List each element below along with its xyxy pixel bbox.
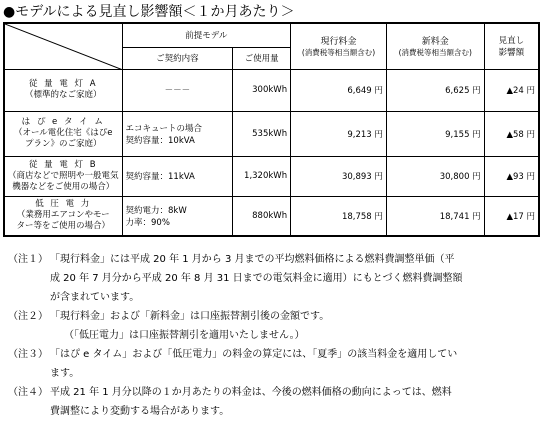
note-line: 「現行料金」および「新料金」は口座振替割引後の金額です。 (50, 311, 330, 322)
header-new-note: (消費税等相当額含む) (398, 48, 472, 58)
header-new-label: 新料金 (421, 37, 449, 48)
page-title: ●モデルによる見直し影響額＜１か月あたり＞ (3, 4, 295, 20)
header-impact-line2: 影響額 (498, 48, 525, 59)
row-contract (122, 196, 233, 236)
note-number: （注２） (8, 311, 48, 322)
row-new: 18,741 円 (386, 196, 484, 236)
row-contract: 契約容量：11kVA (122, 156, 233, 196)
row-label-title: 低 圧 電 力 (35, 199, 92, 210)
row-current: 18,758 円 (291, 196, 387, 236)
note-line: が含まれています。 (50, 292, 140, 303)
row-label-title: 従 量 電 灯 B (28, 159, 98, 170)
row-usage: 300kWh (233, 69, 291, 111)
header-impact (484, 23, 539, 69)
row-contract: －－－ (122, 69, 233, 111)
note-line: 成 20 年 7 月分から平成 20 年 8 月 31 日までの電気料金に適用）にもとづく燃料費調整額 (50, 273, 463, 284)
table-row (4, 111, 539, 156)
header-contract: ご契約内容 (122, 47, 233, 69)
note-line: 「はぴ e タイム」および「低圧電力」の料金の算定には、「夏季」の該当料金を適用してい (50, 349, 458, 360)
row-current: 9,213 円 (291, 111, 387, 156)
row-usage: 535kWh (233, 111, 291, 156)
row-impact: ▲93 円 (484, 156, 539, 196)
row-contract-line2: 力率：90% (125, 217, 170, 228)
row-current: 6,649 円 (291, 69, 387, 111)
header-current-label: 現行料金 (320, 37, 357, 48)
row-contract-line1: 契約電力：8kW (125, 205, 187, 216)
row-contract-line1: エコキュートの場合 (125, 123, 203, 134)
notes (8, 250, 528, 421)
row-label-desc: （業務用エアコンやモー (16, 210, 110, 221)
table-row (4, 196, 539, 236)
row-new: 6,625 円 (386, 69, 484, 111)
note-4 (8, 383, 528, 421)
row-label-desc: （標準的なご家庭） (25, 90, 102, 100)
row-usage: 1,320kWh (233, 156, 291, 196)
table-row (4, 156, 539, 196)
row-label-desc-cont: 機器などをご使用の場合） (12, 181, 115, 192)
header-premise: 前提モデル (122, 23, 291, 47)
row-label-desc: （商店などで照明や一般電気 (8, 170, 119, 181)
header-current (291, 23, 387, 69)
note-line: 費調整により変動する場合があります。 (50, 406, 230, 417)
note-number: （注１） (8, 254, 48, 265)
row-label-desc: （オール電化住宅《はぴe (13, 128, 113, 138)
row-contract-line2: 契約容量：10kVA (125, 135, 195, 146)
row-label (4, 111, 122, 156)
row-label-title: は ぴ e タ イ ム (21, 117, 105, 127)
impact-table (3, 22, 540, 237)
header-current-note: (消費税等相当額含む) (301, 48, 376, 58)
row-label-title: 従 量 電 灯 A (28, 79, 98, 89)
note-1 (8, 250, 528, 307)
header-new (386, 23, 484, 69)
header-usage: ご使用量 (233, 47, 291, 69)
table-row (4, 69, 539, 111)
row-new: 9,155 円 (386, 111, 484, 156)
header-impact-line1: 見直し (498, 36, 525, 47)
note-number: （注３） (8, 349, 48, 360)
row-label (4, 69, 122, 111)
note-line: 「現行料金」には平成 20 年 1 月から 3 月までの平均燃料価格による燃料費調整単価（平 (50, 254, 455, 265)
row-new: 30,800 円 (386, 156, 484, 196)
note-line: 平成 21 年 1 月分以降の１か月あたりの料金は、今後の燃料価格の動向によっては、燃料 (50, 387, 452, 398)
note-line: ます。 (50, 368, 80, 379)
row-contract (122, 111, 233, 156)
row-label-desc-cont: プラン》のご家庭） (25, 139, 102, 149)
row-impact: ▲17 円 (484, 196, 539, 236)
row-impact: ▲58 円 (484, 111, 539, 156)
row-usage: 880kWh (233, 196, 291, 236)
note-line: （「低圧電力」は口座振替割引を適用いたしません。） (64, 330, 305, 341)
corner-cell (4, 23, 122, 69)
note-2 (8, 307, 528, 345)
row-label-desc-cont: ター等をご使用の場合） (16, 221, 111, 232)
row-current: 30,893 円 (291, 156, 387, 196)
note-number: （注４） (8, 387, 48, 398)
row-label (4, 196, 122, 236)
note-3 (8, 345, 528, 383)
row-label (4, 156, 122, 196)
diagonal-line (5, 24, 122, 69)
row-impact: ▲24 円 (484, 69, 539, 111)
